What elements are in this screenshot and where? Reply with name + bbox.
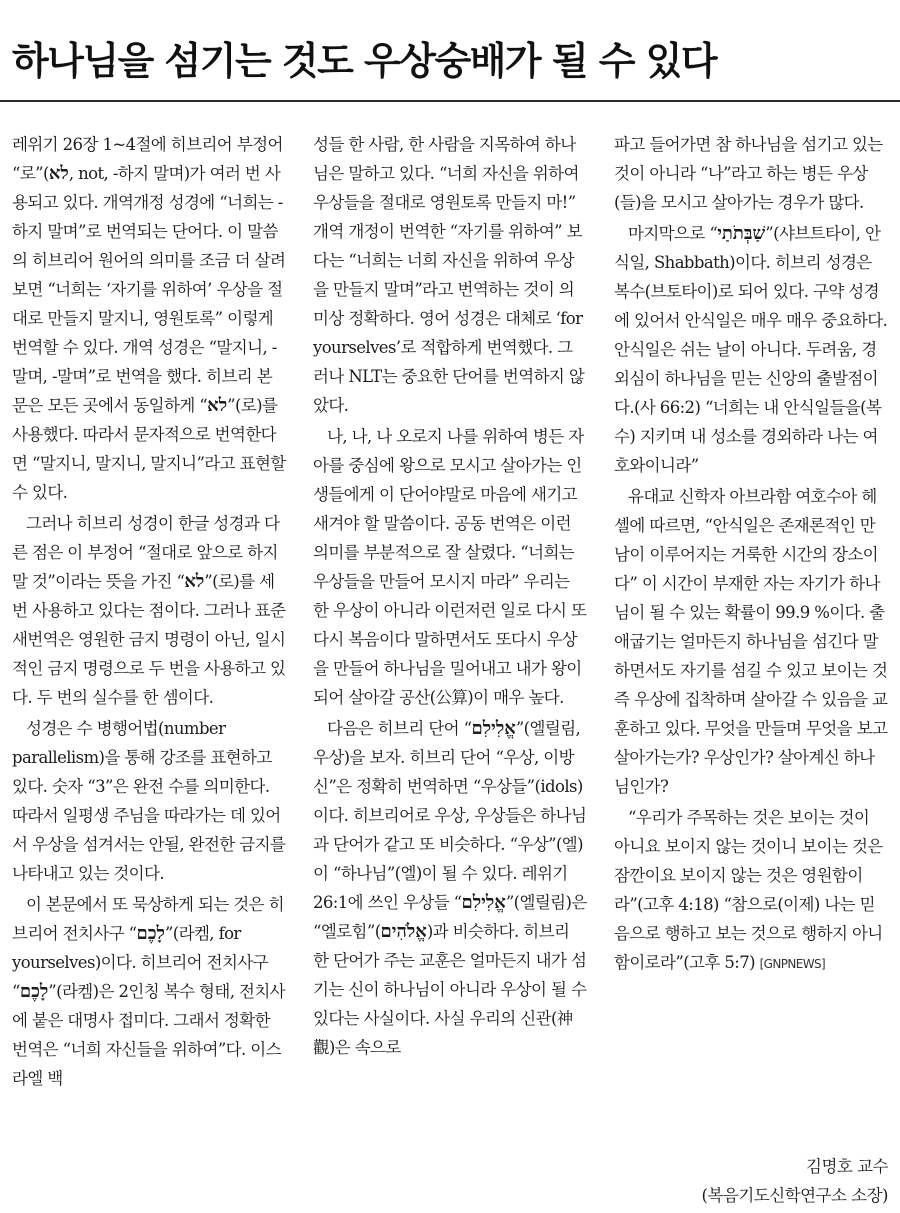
text-run: “우리가 주목하는 것은 보이는 것이 아니요 보이지 않는 것이니 보이는 것은 잠깐이요 보이지 않는 것은 영원함이라”(고후 4:18) “참으로(이제) 나는 믿음으로 행하고 보는 것으로 행하지 아니함이로라”(고후 5:7) [614,808,883,972]
byline-affiliation: (복음기도신학연구소 소장) [701,1186,888,1205]
hebrew-word: שַׁבְּתֹתַי [717,223,766,244]
hebrew-word: לא [48,163,69,184]
text-run: 유대교 신학자 아브라함 여호수아 헤셸에 따르면, “안식일은 존재론적인 만남이 이루어지는 거룩한 시간의 장소이다” 이 시간이 부재한 자는 자기가 하나님이 될 수 있는 확률이 99.9 %이다. 출애굽기는 얼마든지 하나님을 섬긴다 말하면서도 자기를 섬길 수 있고 보이는 것 즉 우상에 집착하며 살아갈 수 있음을 교훈하고 있다. 무엇을 만들며 무엇을 보고 살아가는가? 우상인가? 살아계신 하나님인가? [614,487,888,796]
paragraph [614,130,888,217]
text-run: ”(엘릴림)은 “엘로힘”( [313,893,587,941]
text-run: 다음은 히브리 단어 “ [327,719,472,738]
paragraph [313,130,587,420]
article-column-1 [12,130,286,1095]
byline-author: 김명호 교수 [806,1157,888,1176]
hebrew-word: אֱלֹהִים [380,921,427,942]
hebrew-word: אֱלִילִם [471,718,516,739]
text-run: ”(로)를 사용했다. 따라서 문자적으로 번역한다면 “말지니, 말지니, 말지니”라고 표현할 수 있다. [12,396,286,502]
hebrew-word: לָכֶם [136,923,165,944]
hebrew-word: לא [184,571,205,592]
text-run: ”(엘릴림, 우상)을 보자. 히브리 단어 “우상, 이방신”은 정확히 번역하면 “우상들”(idols)이다. 히브리어로 우상, 우상들은 하나님과 단어가 같고 또 비슷하다. “우상”(엘)이 “하나님”(엘)이 될 수 있다. 레위기 26:1에 쓰인 우상들 “ [313,719,587,912]
paragraph [614,219,888,480]
text-run: 이 본문에서 또 묵상하게 되는 것은 히브리어 전치사구 “ [12,895,284,943]
text-run: 그러나 히브리 성경이 한글 성경과 다른 점은 이 부정어 “절대로 앞으로 하지 말 것”이라는 뜻을 가진 “ [12,514,280,591]
byline [702,1152,888,1210]
paragraph [12,890,286,1093]
paragraph [12,130,286,507]
paragraph [313,422,587,712]
text-run: 파고 들어가면 참 하나님을 섬기고 있는 것이 아니라 “나”라고 하는 병든 우상(들)을 모시고 살아가는 경우가 많다. [614,135,883,212]
text-run: 레위기 26장 1~4절에 히브리어 부정어 “로”( [12,135,283,183]
article-headline: 하나님을 섬기는 것도 우상숭배가 될 수 있다 [12,39,717,83]
source-tag: [GNPNEWS] [759,957,826,971]
paragraph [12,509,286,712]
text-run: ”(라켐)은 2인칭 복수 형태, 전치사에 붙은 대명사 접미다. 그래서 정확한 번역은 “너희 자신들을 위하여”다. 이스라엘 백 [12,982,285,1088]
paragraph [313,714,587,1062]
text-run: 성경은 수 병행어법(number parallelism)을 통해 강조를 표현하고 있다. 숫자 “3”은 완전 수를 의미한다. 따라서 일평생 주님을 따라가는 데 있어서 우상을 섬겨서는 안될, 완전한 금지를 나타내고 있는 것이다. [12,719,286,883]
text-run: , not, -하지 말며)가 여러 번 사용되고 있다. 개역개정 성경에 “너희는 -하지 말며”로 번역되는 단어다. 이 말씀의 히브리어 원어의 의미를 조금 더 살려보면 “너희는 ‘자기를 위하여’ 우상을 절대로 만들지 말지니, 영원토록” 이렇게 번역할 수 있다. 개역 성경은 “말지니, -말며, -말며”로 번역을 했다. 히브리 본문은 모든 곳에서 동일하게 “ [12,164,286,415]
paragraph [614,803,888,979]
text-run: ”(로)를 세 번 사용하고 있다는 점이다. 그러나 표준 새번역은 영원한 금지 명령이 아닌, 일시적인 금지 명령으로 두 번을 사용하고 있다. 두 번의 실수를 한 셈이다. [12,572,286,707]
article-column-2 [313,130,587,1064]
text-run: ”(샤브트타이, 안식일, Shabbath)이다. 히브리 성경은 복수(브토타이)로 되어 있다. 구약 성경에 있어서 안식일은 매우 매우 중요하다. 안식일은 쉬는 날이 아니다. 두려움, 경외심이 하나님을 믿는 신앙의 출발점이다.(사 66:2) “너희는 내 안식일들을(복수) 지키며 내 성소를 경외하라 나는 여호와이니라” [614,224,888,475]
text-run: ”(라켐, for yourselves)이다. 히브리어 전치사구 “ [12,924,268,1001]
text-run: )과 비슷하다. 히브리 한 단어가 주는 교훈은 얼마든지 내가 섬기는 신이 하나님이 아니라 우상이 될 수 있다는 사실이다. 사실 우리의 신관(神觀)은 속으로 [313,922,587,1057]
hebrew-word: לא [207,395,228,416]
text-run: 성들 한 사람, 한 사람을 지목하여 하나님은 말하고 있다. “너희 자신을 위하여 우상들을 절대로 영원토록 만들지 마!” 개역 개정이 번역한 “자기를 위하여” 보다는 “너희는 너희 자신을 위하여 우상을 만들지 말며”라고 번역하는 것이 의미상 정확하다. 영어 성경은 대체로 ‘for yourselves’로 적합하게 번역했다. 그러나 NLT는 중요한 단어를 번역하지 않았다. [313,135,585,415]
text-run: 나, 나, 나 오로지 나를 위하여 병든 자아를 중심에 왕으로 모시고 살아가는 인생들에게 이 단어야말로 마음에 새기고 새겨야 할 말씀이다. 공동 번역은 이런 의미를 부분적으로 잘 살렸다. “너희는 우상들을 만들어 모시지 마라” 우리는 한 우상이 아니라 이런저런 일로 다시 또다시 복음이다 말하면서도 또다시 우상을 만들어 하나님을 밀어내고 내가 왕이 되어 살아갈 공산(公算)이 매우 높다. [313,427,587,707]
article-column-3 [614,130,888,981]
headline-divider [0,100,900,102]
text-run: 마지막으로 “ [628,224,718,243]
hebrew-word: לָכֶם [19,981,49,1002]
paragraph [614,482,888,801]
paragraph [12,714,286,888]
hebrew-word: אֱלִילִם [461,892,506,913]
